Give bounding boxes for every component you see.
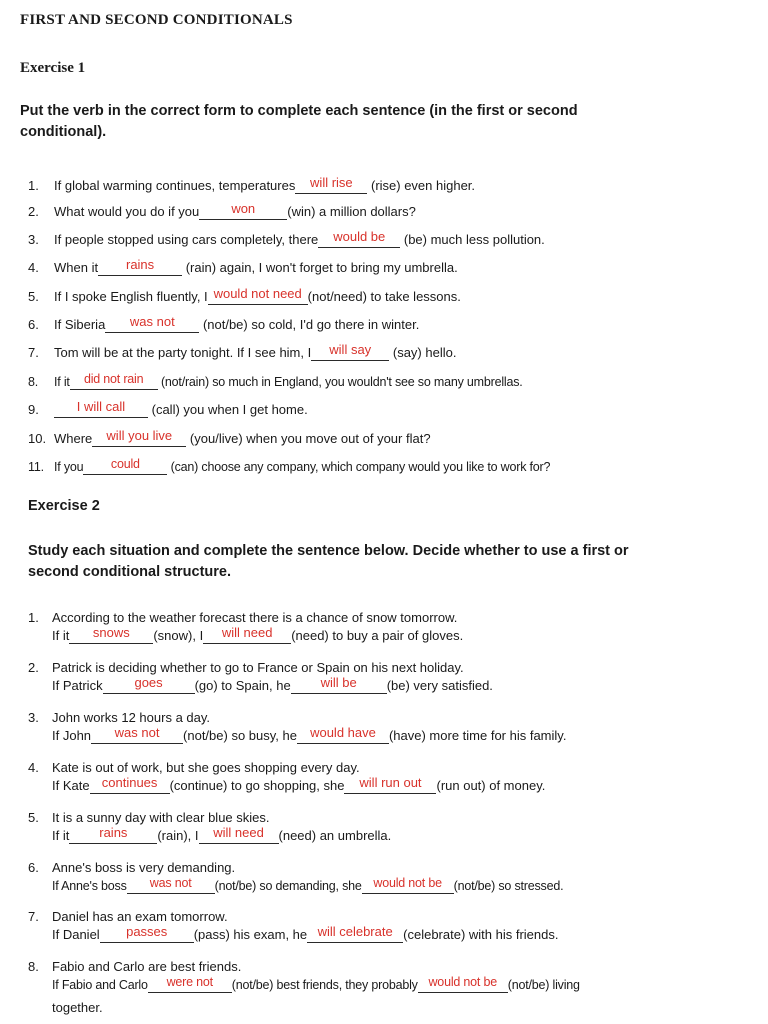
answer-blank[interactable]: did not rain [70, 375, 158, 390]
exercise-2-sentence [52, 976, 580, 994]
exercise-1-item [28, 430, 431, 448]
exercise-1-item [28, 401, 308, 419]
item-text-after: (you/live) when you move out of your flat? [189, 431, 431, 446]
sentence-part: (have) more time for his family. [388, 728, 567, 743]
answer-blank[interactable]: could [83, 460, 167, 475]
exercise-2-sentence [52, 677, 493, 695]
sentence-part: (celebrate) with his friends. [403, 927, 559, 942]
item-text-after: (be) much less pollution. [403, 232, 545, 247]
sentence-part: If Anne's boss [52, 879, 127, 893]
item-number: 5. [28, 810, 39, 825]
item-number: 2. [28, 660, 39, 675]
sentence-part: If Patrick [52, 678, 103, 693]
exercise-1-item [28, 231, 545, 249]
answer-blank[interactable]: would be [318, 233, 400, 248]
item-text-before: If global warming continues, temperatures [54, 178, 296, 193]
worksheet-title: FIRST AND SECOND CONDITIONALS [20, 12, 293, 28]
item-text-after: (not/rain) so much in England, you wouldn't see so many umbrellas. [160, 375, 523, 389]
answer-blank[interactable]: will say [311, 346, 389, 361]
answer-blank[interactable]: would not need [208, 290, 308, 305]
exercise-2-sentence [52, 627, 463, 645]
exercise-2-sentence-continuation: together. [52, 1000, 103, 1015]
answer-blank[interactable]: was not [105, 318, 199, 333]
item-number: 3. [28, 710, 39, 725]
item-number: 8. [28, 375, 39, 389]
answer-blank[interactable]: will celebrate [307, 928, 403, 943]
answer-blank[interactable]: rains [69, 829, 157, 844]
exercise-1-item [28, 288, 461, 306]
item-number: 5. [28, 289, 39, 304]
exercise-2-situation [28, 958, 241, 976]
situation-text: Anne's boss is very demanding. [52, 860, 236, 875]
sentence-part: (run out) of money. [436, 778, 546, 793]
answer-blank[interactable]: was not [127, 879, 215, 894]
exercise-2-sentence [52, 877, 563, 895]
sentence-part: (not/be) so busy, he [183, 728, 297, 743]
item-text-before: If people stopped using cars completely, there [54, 232, 319, 247]
sentence-part: (rain), I [157, 828, 199, 843]
sentence-part: (not/be) so stressed. [453, 879, 564, 893]
exercise-2-heading: Exercise 2 [28, 498, 100, 514]
sentence-part: If John [52, 728, 92, 743]
answer-blank[interactable]: I will call [54, 403, 148, 418]
sentence-part: (need) an umbrella. [278, 828, 392, 843]
item-text-before: What would you do if you [54, 204, 200, 219]
exercise-2-situation [28, 859, 235, 877]
item-text-before: If I spoke English fluently, I [54, 289, 208, 304]
answer-blank[interactable]: will need [199, 829, 279, 844]
answer-blank[interactable]: will be [291, 679, 387, 694]
item-number: 6. [28, 317, 39, 332]
item-text-after: (rain) again, I won't forget to bring my umbrella. [185, 260, 458, 275]
sentence-part: (snow), I [153, 628, 204, 643]
exercise-1-item [28, 373, 523, 391]
exercise-1-item [28, 203, 416, 221]
item-text-after: (not/need) to take lessons. [307, 289, 461, 304]
item-number: 7. [28, 345, 39, 360]
exercise-2-instruction: Study each situation and complete the sentence below. Decide whether to use a first or second conditional structure. [28, 543, 629, 580]
sentence-part: If Daniel [52, 927, 100, 942]
item-number: 9. [28, 402, 39, 417]
item-text-after: (call) you when I get home. [151, 402, 308, 417]
exercise-1-item [28, 259, 458, 277]
exercise-1-item [28, 458, 550, 476]
answer-blank[interactable]: goes [103, 679, 195, 694]
exercise-2-sentence [52, 777, 545, 795]
item-number: 1. [28, 610, 39, 625]
exercise-1-heading: Exercise 1 [20, 60, 86, 76]
item-number: 11. [28, 460, 44, 474]
exercise-1-item [28, 177, 475, 195]
item-text-before: Tom will be at the party tonight. If I see him, I [54, 345, 312, 360]
answer-blank[interactable]: were not [148, 978, 232, 993]
item-text-before: Where [54, 431, 93, 446]
item-number: 1. [28, 178, 39, 193]
item-text-after: (not/be) so cold, I'd go there in winter. [202, 317, 420, 332]
sentence-part: (not/be) living [507, 978, 580, 992]
item-number: 3. [28, 232, 39, 247]
sentence-part: (not/be) best friends, they probably [231, 978, 418, 992]
sentence-part: If Kate [52, 778, 90, 793]
answer-blank[interactable]: would not be [418, 978, 508, 993]
sentence-part: (pass) his exam, he [193, 927, 308, 942]
situation-text: According to the weather forecast there is a chance of snow tomorrow. [52, 610, 458, 625]
item-text-after: (can) choose any company, which company would you like to work for? [170, 460, 551, 474]
item-number: 2. [28, 204, 39, 219]
item-text-before: If Siberia [54, 317, 106, 332]
sentence-part: (be) very satisfied. [386, 678, 493, 693]
sentence-part: (need) to buy a pair of gloves. [291, 628, 464, 643]
answer-blank[interactable]: will rise [295, 179, 367, 194]
exercise-1-instruction: Put the verb in the correct form to complete each sentence (in the first or second conditional). [20, 103, 578, 140]
exercise-2-situation [28, 759, 360, 777]
answer-blank[interactable]: won [199, 205, 287, 220]
exercise-1-item [28, 316, 419, 334]
exercise-2-sentence [52, 827, 391, 845]
answer-blank[interactable]: snows [69, 629, 153, 644]
sentence-part: (continue) to go shopping, she [169, 778, 345, 793]
sentence-part: If Fabio and Carlo [52, 978, 148, 992]
item-text-after: (say) hello. [392, 345, 457, 360]
answer-blank[interactable]: passes [100, 928, 194, 943]
sentence-part: (go) to Spain, he [194, 678, 291, 693]
answer-blank[interactable]: continues [90, 779, 170, 794]
item-number: 4. [28, 260, 39, 275]
item-number: 8. [28, 959, 39, 974]
item-number: 6. [28, 860, 39, 875]
exercise-2-sentence [52, 727, 566, 745]
item-text-after: (rise) even higher. [370, 178, 476, 193]
item-text-before: If you [54, 460, 84, 474]
item-number: 4. [28, 760, 39, 775]
sentence-part: If it [52, 628, 70, 643]
situation-text: It is a sunny day with clear blue skies. [52, 810, 270, 825]
sentence-part: If it [52, 828, 70, 843]
exercise-1-item [28, 344, 456, 362]
answer-blank[interactable]: will run out [344, 779, 436, 794]
item-text-before: If it [54, 375, 70, 389]
exercise-2-situation [28, 659, 464, 677]
answer-blank[interactable]: will you live [92, 432, 186, 447]
answer-blank[interactable]: was not [91, 729, 183, 744]
item-number: 10. [28, 431, 47, 446]
item-number: 7. [28, 909, 39, 924]
situation-text: Patrick is deciding whether to go to France or Spain on his next holiday. [52, 660, 464, 675]
item-text-before: When it [54, 260, 99, 275]
answer-blank[interactable]: will need [203, 629, 291, 644]
exercise-2-sentence [52, 926, 558, 944]
situation-text: Fabio and Carlo are best friends. [52, 959, 242, 974]
situation-text: Daniel has an exam tomorrow. [52, 909, 228, 924]
answer-blank[interactable]: would not be [362, 879, 454, 894]
answer-blank[interactable]: would have [297, 729, 389, 744]
situation-text: John works 12 hours a day. [52, 710, 211, 725]
item-text-after: (win) a million dollars? [287, 204, 416, 219]
situation-text: Kate is out of work, but she goes shopping every day. [52, 760, 360, 775]
sentence-part: (not/be) so demanding, she [214, 879, 362, 893]
answer-blank[interactable]: rains [98, 261, 182, 276]
